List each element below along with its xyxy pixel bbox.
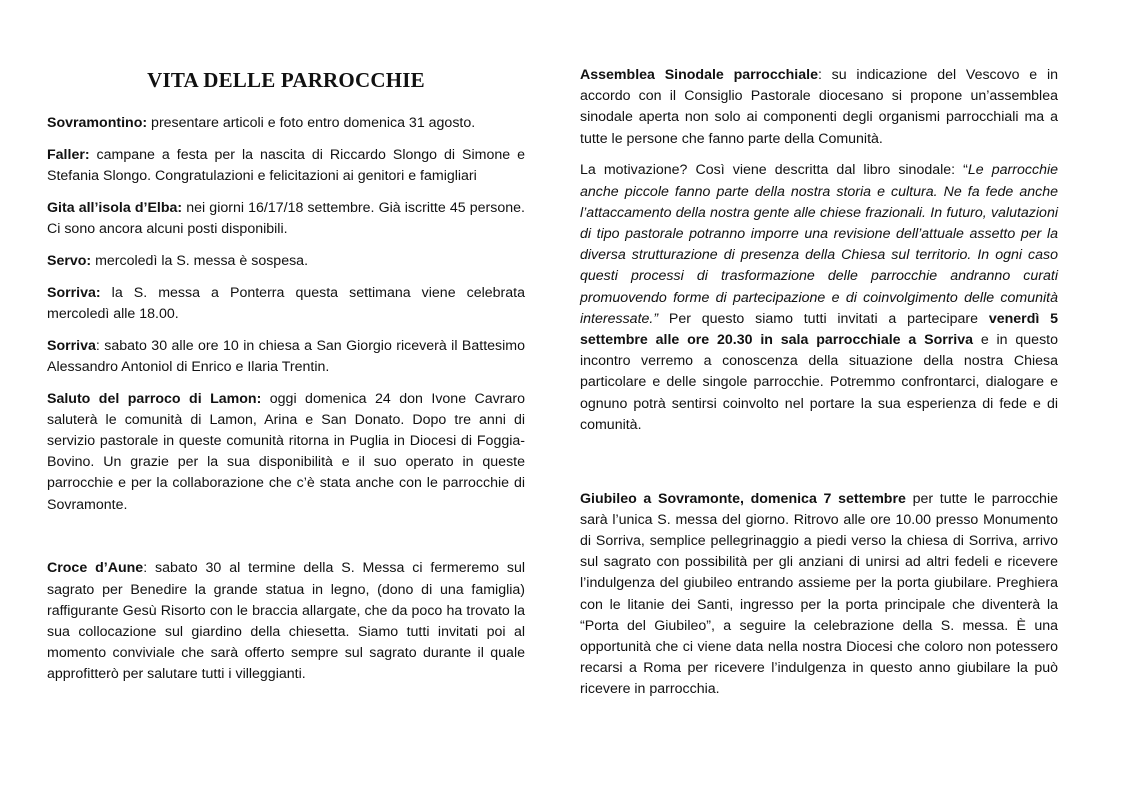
notice-heading: Sovramontino: [47, 115, 148, 131]
right-column [580, 65, 1058, 711]
notice-saluto-parroco [47, 389, 525, 516]
notice-text: mercoledì la S. messa è sospesa. [91, 252, 309, 269]
motivazione-end: e in questo incontro verremo a conoscenza della situazione della nostra Chiesa particolare e delle singole parrocchie. Potremmo confrontarci, dialogare e ognuno potrà sentirsi coinvolto nel portare la sua esperienza di fede e di comunità. [580, 332, 1058, 433]
notice-motivazione [580, 160, 1058, 436]
notice-heading: Faller: [47, 146, 90, 163]
left-column [47, 66, 525, 696]
page-title: VITA DELLE PARROCCHIE [147, 68, 425, 92]
notice-sorriva-battesimo [47, 336, 525, 378]
notice-text: campane a festa per la nascita di Riccardo Slongo di Simone e Stefania Slongo. Congratulazioni e felicitazioni ai genitori e famigliari [47, 146, 525, 184]
notice-heading: Assemblea Sinodale parrocchiale [580, 67, 818, 83]
notice-text: la S. messa a Ponterra questa settimana viene celebrata mercoledì alle 18.00. [47, 284, 525, 322]
notice-servo [47, 251, 525, 272]
notice-heading: Sorriva: [47, 284, 101, 301]
notice-text: presentare articoli e foto entro domenica 31 agosto. [147, 115, 476, 131]
notice-text: oggi domenica 24 don Ivone Cavraro saluterà le comunità di Lamon, Arina e San Donato. Dopo tre anni di servizio pastorale in queste comunità ritorna in Puglia in Diocesi di Foggia-Bovino. Un grazie per la sua disponibilità e il suo operato in queste parrocchie e per la collaborazione che c’è stata anche con le parrocchie di Sovramonte. [47, 390, 526, 513]
notice-text: : sabato 30 alle ore 10 in chiesa a San Giorgio riceverà il Battesimo Alessandro Antoniol di Enrico e Ilaria Trentin. [47, 337, 525, 375]
spacer [47, 526, 525, 558]
notice-text: : su indicazione del Vescovo e in accordo con il Consiglio Pastorale diocesano si propone un’assemblea sinodale aperta non solo ai componenti degli organismi parrocchiali ma a tutte le persone che fanno parte della Comunità. [580, 67, 1058, 147]
notice-sovramontino [47, 113, 525, 134]
notice-heading: Servo: [47, 252, 92, 269]
notice-text: nei giorni 16/17/18 settembre. Già iscritte 45 persone. Ci sono ancora alcuni posti disponibili. [47, 199, 525, 237]
notice-text: : sabato 30 al termine della S. Messa ci fermeremo sul sagrato per Benedire la grande statua in legno, (dono di una famiglia) raffigurante Gesù Risorto con le braccia allargate, che da poco ha trovato la sua collocazione sul giardino della chiesetta. Siamo tutti invitati poi al momento conviviale che sarà offerto sempre sul sagrato durante il quale approfitterò per salutare tutti i villeggianti. [47, 560, 526, 683]
notice-heading: Saluto del parroco di Lamon: [47, 390, 262, 407]
notice-text: per tutte le parrocchie sarà l’unica S. messa del giorno. Ritrovo alle ore 10.00 presso Monumento di Sorriva, semplice pellegrinaggio a piedi verso la chiesa di Sorriva, arrivo sul sagrato con possibilità per gli anziani di unirsi ad altri fedeli e ricevere l’indulgenza del giubileo entrando assieme per la porta giubilare. Preghiera con le litanie dei Santi, ingresso per la porta principale che diventerà la “Porta del Giubileo”, a seguire la celebrazione della S. messa. È una opportunità che ci viene data nella nostra Diocesi che coloro non potessero recarsi a Roma per ricevere l’indulgenza in questo anno giubilare la può ricevere in parrocchia. [580, 490, 1058, 698]
notice-croce-aune [47, 558, 525, 685]
notice-assemblea-sinodale [580, 65, 1058, 150]
motivazione-intro: La motivazione? Così viene descritta dal libro sinodale: “ [580, 162, 968, 179]
notice-sorriva-messa [47, 283, 525, 325]
notice-gita-elba [47, 198, 525, 240]
spacer [580, 447, 1058, 489]
notice-heading: Gita all’isola d’Elba: [47, 199, 183, 216]
notice-faller [47, 145, 525, 187]
meeting-date: venerdì 5 settembre alle ore 20.30 in sala parrocchiale a Sorriva [580, 310, 1058, 349]
notice-giubileo [580, 489, 1058, 701]
sinodal-quote: Le parrocchie anche piccole fanno parte della nostra storia e cultura. Ne fa fede anche l’attaccamento della nostra gente alle chiese frazionali. In futuro, valutazioni di tipo pastorale potranno imporre una revisione dell’attuale assetto per la diversa strutturazione di presenza della Chiesa sul territorio. In ogni caso questi processi di trasformazione delle parrocchie andranno curati promuovendo forme di partecipazione e di coinvolgimento delle comunità interessate.” [580, 162, 1058, 327]
notice-heading: Croce d’Aune [47, 560, 144, 577]
motivazione-invite: Per questo siamo tutti invitati a partecipare [658, 310, 989, 327]
notice-heading: Sorriva [47, 337, 96, 354]
notice-heading: Giubileo a Sovramonte, domenica 7 settembre [580, 490, 906, 507]
